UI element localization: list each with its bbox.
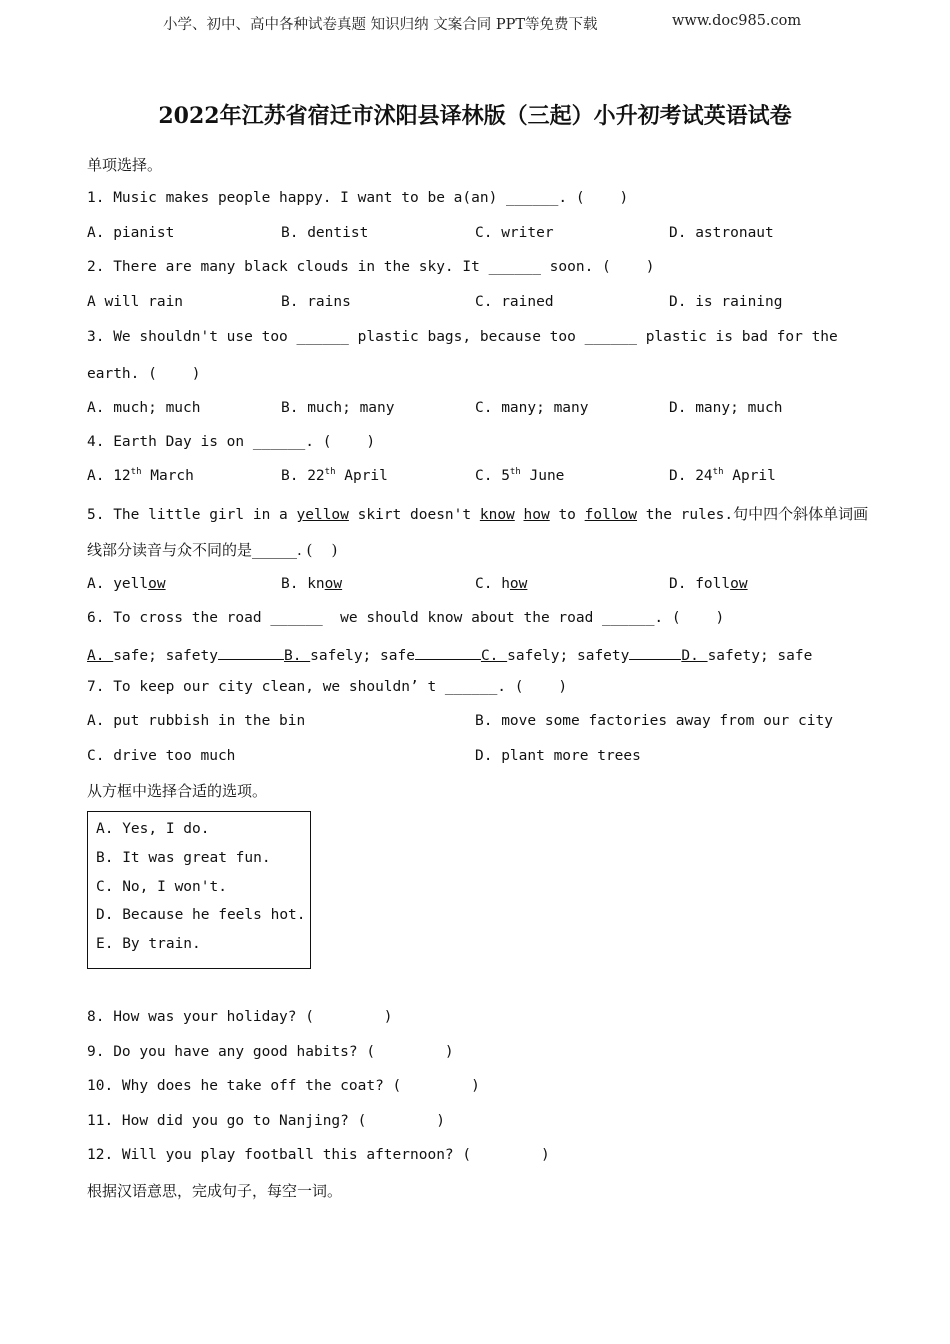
q3-option-c: C. many; many [475,400,589,416]
q4-option-c: C. 5th June [475,467,565,484]
section-box-choice: 从方框中选择合适的选项。 [87,782,268,800]
q1-option-d: D. astronaut [669,225,774,241]
q4-option-a: A. 12th March [87,467,194,484]
q4-stem: 4. Earth Day is on ______. ( ) [87,434,376,450]
q3-option-d: D. many; much [669,400,783,416]
q1-option-c: C. writer [475,225,554,241]
section-complete: 根据汉语意思，完成句子，每空一词。 [87,1182,343,1200]
q7-option-b: B. move some factories away from our city [475,713,833,729]
box-option-d: D. Because he feels hot. [96,907,306,923]
q9: 9. Do you have any good habits? ( ) [87,1044,454,1060]
q3-stem-line2: earth. ( ) [87,366,201,382]
q4-option-d: D. 24th April [669,467,776,484]
q2-option-a: A will rain [87,294,184,310]
q3-option-b: B. much; many [281,400,395,416]
q7-option-c: C. drive too much [87,748,236,764]
header-url[interactable]: www.doc985.com [672,13,802,29]
q5-option-b: B. know [281,576,343,592]
header-left: 小学、初中、高中各种试卷真题 知识归纳 文案合同 PPT等免费下载 [163,17,598,33]
box-option-b: B. It was great fun. [96,850,271,866]
q1-stem: 1. Music makes people happy. I want to be a(an) ______. ( ) [87,190,629,206]
q8: 8. How was your holiday? ( ) [87,1009,393,1025]
q3-stem-line1: 3. We shouldn't use too ______ plastic bags, because too ______ plastic is bad for the [87,329,838,345]
q6-stem: 6. To cross the road ______ we should know about the road ______. ( ) [87,610,725,626]
page-title: 2022年江苏省宿迁市沭阳县译林版（三起）小升初考试英语试卷 [158,103,792,129]
q7-option-a: A. put rubbish in the bin [87,713,306,729]
q11: 11. How did you go to Nanjing? ( ) [87,1113,445,1129]
q2-option-d: D. is raining [669,294,783,310]
q7-stem: 7. To keep our city clean, we shouldn’ t ______. ( ) [87,679,568,695]
box-option-c: C. No, I won't. [96,879,227,895]
q5-option-a: A. yellow [87,576,166,592]
q2-stem: 2. There are many black clouds in the sky. It ______ soon. ( ) [87,259,655,275]
q10: 10. Why does he take off the coat? ( ) [87,1078,480,1094]
q5-stem-line2: 线部分读音与众不同的是______. ( ) [87,541,338,559]
q5-option-d: D. follow [669,576,748,592]
section-single-choice: 单项选择。 [87,156,163,174]
q1-option-a: A. pianist [87,225,175,241]
q5-stem-line1: 5. The little girl in a yellow skirt doesn't know how to follow the rules.句中四个斜体单词画 [87,505,869,523]
box-option-a: A. Yes, I do. [96,821,210,837]
q3-option-a: A. much; much [87,400,201,416]
q4-option-b: B. 22th April [281,467,388,484]
q7-option-d: D. plant more trees [475,748,641,764]
q2-option-b: B. rains [281,294,351,310]
q12: 12. Will you play football this afternoon? ( ) [87,1147,550,1163]
q5-option-c: C. how [475,576,528,592]
q2-option-c: C. rained [475,294,554,310]
q1-option-b: B. dentist [281,225,369,241]
box-option-e: E. By train. [96,936,201,952]
q6-options: A. safe; safety B. safely; safe C. safely; safety D. safety; safe [87,645,812,664]
